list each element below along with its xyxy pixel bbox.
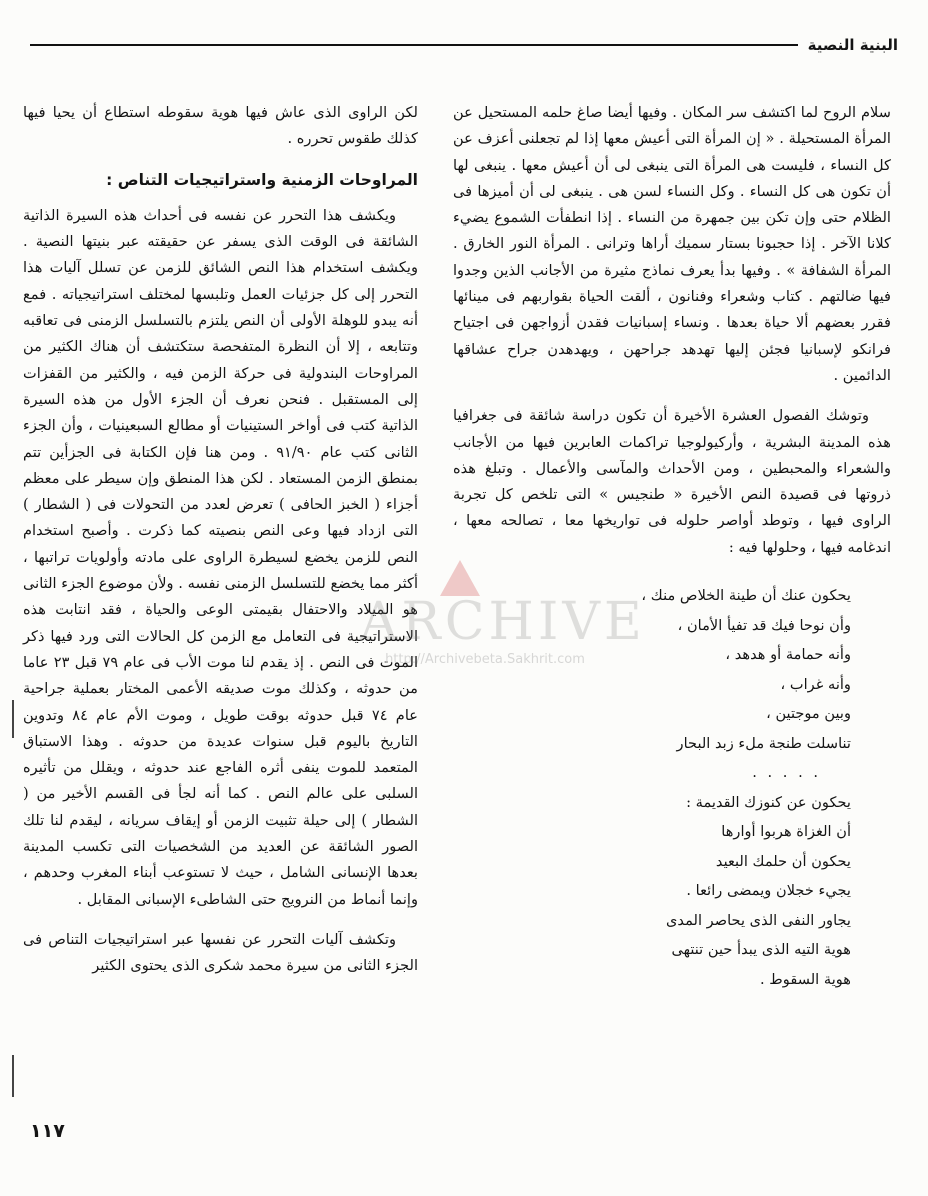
left-paragraph-2: وتكشف آليات التحرر عن نفسها عبر استراتيجيات التناص فى الجزء الثانى من سيرة محمد شكرى الذى يحتوى الكثير <box>23 930 418 975</box>
header-rule <box>30 44 798 46</box>
poem-line: وأن نوحا فيك قد تفيأ الأمان ، <box>677 616 851 634</box>
right-column <box>453 100 891 994</box>
poem-line: أن الغزاة هربوا أوارها <box>721 823 851 841</box>
watermark-url: http://Archivebeta.Sakhrit.com <box>385 652 585 667</box>
header-title: البنية النصية <box>807 36 898 54</box>
poem-separator: . . . . . <box>752 764 821 782</box>
poem-line: وأنه غراب ، <box>780 675 851 693</box>
section-heading: المراوحات الزمنية واستراتيجيات التناص : <box>106 170 418 189</box>
poem-line: يحكون عن كنوزك القديمة : <box>686 793 851 811</box>
running-header <box>30 30 898 60</box>
poem-line: هوية التيه الذى يبدأ حين تنتهى <box>671 941 851 959</box>
margin-mark <box>12 700 14 738</box>
right-paragraph-1: سلام الروح لما اكتشف سر المكان . وفيها أيضا صاغ حلمه المستحيل عن المرأة المستحيلة . « إن المرأة التى أعيش معها إذا لم تجعلنى أعزف عن كل النساء ، فليست هى المرأة التى ينبغى لى أن أعيش معها . ينبغى لها أن تكون هى كل النساء . وكل النساء لسن هى . ينبغى لى أن أميزها فى الظلام حتى وإن تكن بين جمهرة من النساء . إذا انطفأت الشموع يضيء كلانا الآخر . إذا حجبونا بستار سميك أراها وترانى . المرأة النور الخارق . المرأة الشفافة » . وفيها بدأ يعرف نماذج مثيرة من الأجانب الذين وجدوا فيها ضالتهم . كتاب وشعراء وفنانون ، ألقت الحياة بقواربهم فى مينائها فقرر بعضهم ألا حياة بعدها . ونساء إسبانيات فقدن أزواجهن فى اجتياح فرانكو لإسبانيا فجئن إليها تهدهد جراحهن ، ويهدهدن جراح عشاقها الدائمين . <box>453 104 891 384</box>
poem-line: هوية السقوط . <box>760 970 851 988</box>
poem-tanjis <box>453 581 891 994</box>
right-paragraph-2: وتوشك الفصول العشرة الأخيرة أن تكون دراسة شائقة فى جغرافيا هذه المدينة البشرية ، وأركيولوجيا تراكمات العابرين فيها من الأجانب والشعراء والمحبطين ، ومن الأحداث والمآسى والأعمال . وتبلغ هذه ذروتها فى قصيدة النص الأخيرة « طنجيس » التى تلخص كل تجربة الراوى فيها ، وتوطد أواصر حلوله فى تواريخها معا ، تصالحه معها ، اندغامه فيها ، وحلولها فيه : <box>453 407 891 556</box>
page-number: ١١٧ <box>30 1120 65 1142</box>
left-column <box>23 100 418 980</box>
poem-line: يحكون أن حلمك البعيد <box>715 852 851 870</box>
poem-line: وأنه حمامة أو هدهد ، <box>725 646 851 664</box>
poem-line: تناسلت طنجة ملء زبد البحار <box>676 734 851 752</box>
left-paragraph-1: ويكشف هذا التحرر عن نفسه فى أحداث هذه السيرة الذاتية الشائقة فى الوقت الذى يسفر عن حقيقته عبر بنيتها النصية . ويكشف استخدام هذا النص الشائق للزمن عن تسلل آليات هذا التحرر إلى كل جزئيات العمل وتلبسها لمختلف استراتيجياته . فمع أنه يبدو للوهلة الأولى أن النص يلتزم بالتسلسل الزمنى فى تعاقبه وتتابعه ، إلا أن النظرة المتفحصة ستكتشف أن هناك الكثير من المراوحات البندولية فى حركة الزمن فيه ، والكثير من القفزات إلى المستقبل . فنحن نعرف أن الجزء الأول من هذه السيرة الذاتية كتب فى أواخر الستينيات أو مطالع السبعينيات ، وأن الجزء الثانى كتب عام ٩١/٩٠ . ومن هنا فإن الكتابة فى الجزأين تتم بمنطق الزمن المستعاد . لكن هذا المنطق وإن سيطر على معظم أجزاء ( الخبز الحافى ) تعرض لعدد من التحولات فى ( الشطار ) التى ازداد فيها وعى النص بنصيته كما ذكرت . وأصبح استخدام النص للزمن يخضع لسيطرة الراوى على مادته وأولويات تراتبها ، أكثر مما يخضع للتسلسل الزمنى نفسه . ولأن موضوع الجزء الثانى هو الميلاد والاحتفال بقيمتى الوعى والحياة ، فقد انتابت هذه الاستراتيجية فى التعامل مع الزمن كل الحالات التى ورد فيها ذكر الموت فى النص . إذ يقدم لنا موت الأب فى عام ٧٩ قبل ٢٣ عاما من حدوثه ، وكذلك موت صديقه الأعمى المختار بعملية جراحية عام ٧٤ قبل حدوثه بوقت طويل ، وموت الأم عام ٨٤ وتدوين التاريخ باليوم قبل سنوات عديدة من حدوثه . وهذا الاستباق المتعمد للموت ينفى أثره الفاجع عند حدوثه ، ويقلل من تأثيره السلبى على عالم النص . كما أنه لجأ فى القسم الأخير من ( الشطار ) إلى حيلة تثبيت الزمن أو إيقاف سريانه ، ليقدم لنا تلك الصور الشائقة عن العديد من الشخصيات التى تكسب المدينة بعدها الإنسانى الشامل ، حيث لا تستوعب أبناء المغرب وحدهم ، وإنما أنماط من النرويج حتى الشاطىء الإسبانى المقابل . <box>23 206 419 908</box>
poem-line: يجاور النفى الذى يحاصر المدى <box>665 911 851 929</box>
margin-mark <box>12 1055 14 1097</box>
poem-line: يجيء خجلان ويمضى رائعا . <box>686 882 851 900</box>
watermark-text: ARCHIVE <box>360 592 646 652</box>
poem-line: وبين موجتين ، <box>766 705 851 723</box>
left-intro-paragraph: لكن الراوى الذى عاش فيها هوية سقوطه استطاع أن يحيا فيها كذلك طقوس تحرره . <box>23 104 418 148</box>
poem-line: يحكون عنك أن طينة الخلاص منك ، <box>641 587 851 605</box>
